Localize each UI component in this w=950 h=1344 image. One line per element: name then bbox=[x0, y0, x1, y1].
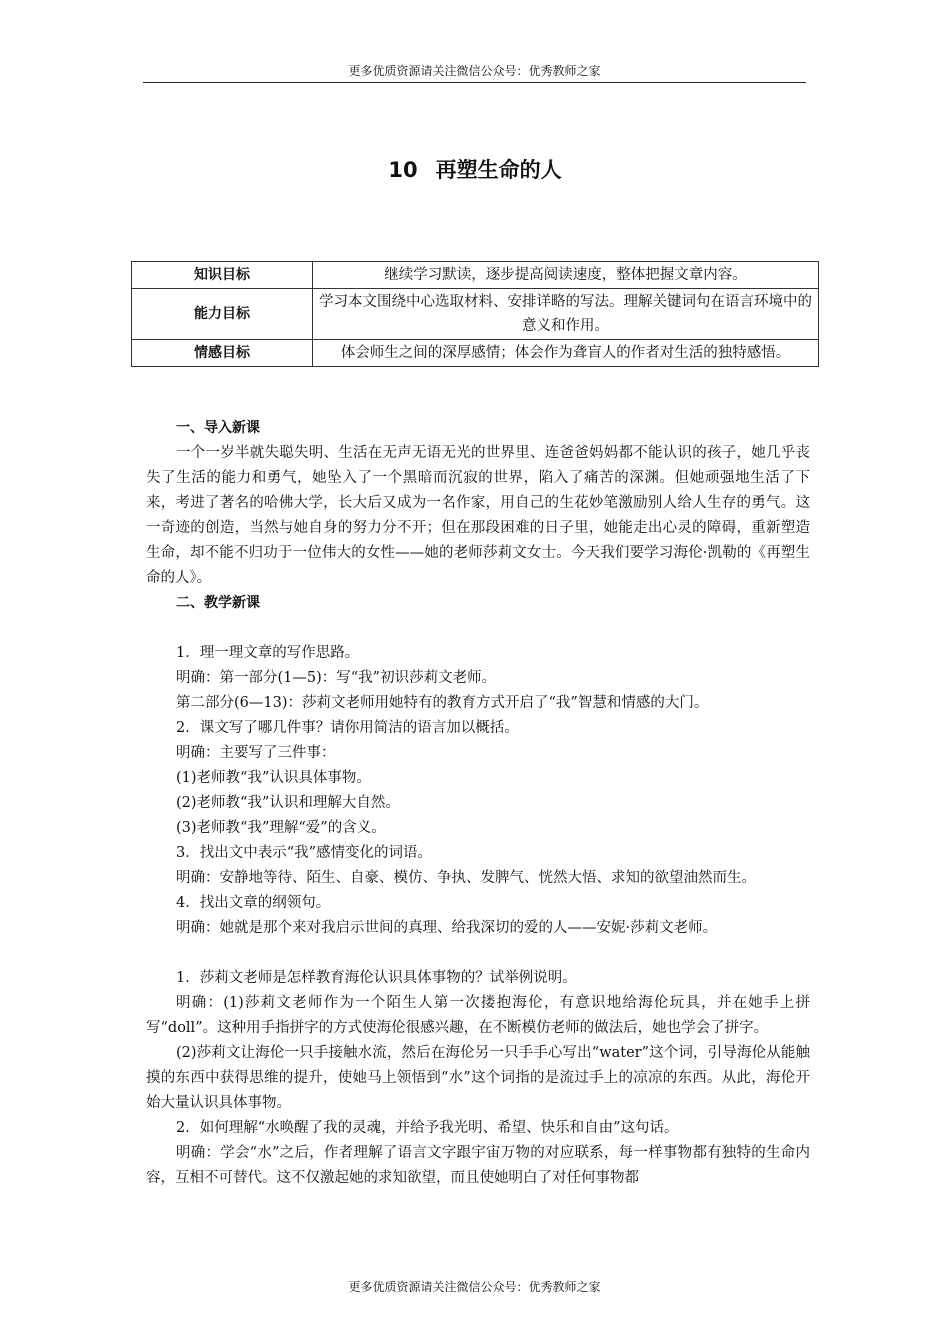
intro-paragraph: 一个一岁半就失聪失明、生活在无声无语无光的世界里、连爸爸妈妈都不能认识的孩子，她几乎丧失了生活的能力和勇气，她坠入了一个黑暗而沉寂的世界，陷入了痛苦的深渊。但她顽强地生活了下来，考进了著名的哈佛大学，长大后又成为一名作家，用自己的生花妙笔激励别人给人生存的勇气。这一奇迹的创造，当然与她自身的努力分不开；但在那段困难的日子里，她能走出心灵的障碍，重新塑造生命，却不能不归功于一位伟大的女性——她的老师莎莉文女士。今天我们要学习海伦·凯勒的《再塑生命的人》。 bbox=[146, 445, 810, 586]
list-item: 第二部分(6—13)：莎莉文老师用她特有的教育方式开启了“我”智慧和情感的大门。 bbox=[176, 695, 709, 711]
lesson-number: 10 bbox=[388, 158, 418, 182]
table-row bbox=[132, 262, 819, 289]
goal-value: 体会师生之间的深厚感情；体会作为聋盲人的作者对生活的独特感悟。 bbox=[313, 340, 819, 367]
list-item: 明确：(1)莎莉文老师作为一个陌生人第一次搂抱海伦，有意识地给海伦玩具，并在她手上拼写“doll”。这种用手指拼字的方式使海伦很感兴趣，在不断模仿老师的做法后，她也学会了拼字。 bbox=[146, 995, 810, 1036]
goal-value: 继续学习默读，逐步提高阅读速度，整体把握文章内容。 bbox=[313, 262, 819, 289]
list-item: 1．莎莉文老师是怎样教育海伦认识具体事物的？试举例说明。 bbox=[176, 970, 577, 986]
section-heading: 二、教学新课 bbox=[176, 595, 260, 611]
lesson-title: 再塑生命的人 bbox=[435, 158, 562, 182]
goal-label: 情感目标 bbox=[132, 340, 313, 367]
page-footer: 更多优质资源请关注微信公众号：优秀教师之家 bbox=[348, 1280, 601, 1294]
list-item: 明确：学会“水”之后，作者理解了语言文字跟宇宙万物的对应联系，每一样事物都有独特的生命内容，互相不可替代。这不仅激起她的求知欲望，而且使她明白了对任何事物都 bbox=[146, 1145, 810, 1186]
table-row bbox=[132, 340, 819, 367]
goal-value: 学习本文围绕中心选取材料、安排详略的写法。理解关键词句在语言环境中的意义和作用。 bbox=[313, 289, 819, 340]
list-item: 1．理一理文章的写作思路。 bbox=[176, 645, 360, 661]
list-item: (1)老师教“我”认识具体事物。 bbox=[176, 770, 371, 786]
list-item: (3)老师教“我”理解“爱”的含义。 bbox=[176, 820, 386, 836]
lesson-body bbox=[146, 416, 810, 1191]
page-header: 更多优质资源请关注微信公众号：优秀教师之家 bbox=[143, 62, 806, 83]
list-item: 明确：主要写了三件事： bbox=[176, 745, 336, 761]
list-item: 2．如何理解“水唤醒了我的灵魂，并给予我光明、希望、快乐和自由”这句话。 bbox=[176, 1120, 679, 1136]
table-row bbox=[132, 289, 819, 340]
goal-label: 能力目标 bbox=[132, 289, 313, 340]
section-heading: 一、导入新课 bbox=[176, 420, 260, 436]
list-item: 明确：第一部分(1—5)：写“我”初识莎莉文老师。 bbox=[176, 670, 497, 686]
goal-label: 知识目标 bbox=[132, 262, 313, 289]
list-item: 3．找出文中表示“我”感情变化的词语。 bbox=[176, 845, 433, 861]
list-item: 2．课文写了哪几件事？请你用简洁的语言加以概括。 bbox=[176, 720, 519, 736]
list-item: (2)老师教“我”认识和理解大自然。 bbox=[176, 795, 400, 811]
goals-table bbox=[131, 261, 819, 367]
list-item: (2)莎莉文让海伦一只手接触水流，然后在海伦另一只手手心写出“water”这个词，引导海伦从能触摸的东西中获得思维的提升，使她马上领悟到“水”这个词指的是流过手上的凉凉的东西。从此，海伦开始大量认识具体事物。 bbox=[146, 1045, 810, 1111]
list-item: 明确：她就是那个来对我启示世间的真理、给我深切的爱的人——安妮·莎莉文老师。 bbox=[176, 920, 718, 936]
list-item: 4．找出文章的纲领句。 bbox=[176, 895, 331, 911]
list-item: 明确：安静地等待、陌生、自豪、模仿、争执、发脾气、恍然大悟、求知的欲望油然而生。 bbox=[176, 870, 756, 886]
page-title bbox=[0, 154, 950, 184]
